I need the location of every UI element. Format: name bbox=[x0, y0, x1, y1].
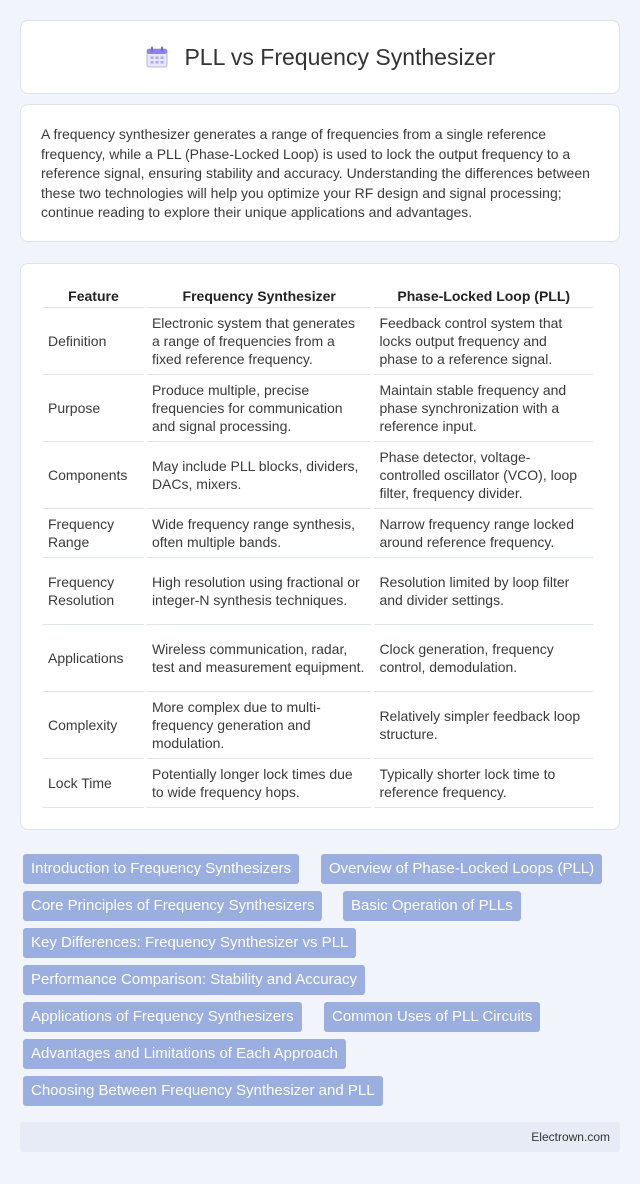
synthesizer-cell: High resolution using fractional or integer-N synthesis techniques. bbox=[147, 558, 372, 625]
tag-core-principles[interactable]: Core Principles of Frequency Synthesizers bbox=[23, 891, 322, 921]
pll-cell: Resolution limited by loop filter and divider settings. bbox=[374, 558, 593, 625]
tag-overview-pll[interactable]: Overview of Phase-Locked Loops (PLL) bbox=[321, 854, 602, 884]
tag-basic-operation-plls[interactable]: Basic Operation of PLLs bbox=[343, 891, 521, 921]
header-feature: Feature bbox=[43, 286, 144, 308]
footer-site[interactable]: Electrown.com bbox=[531, 1130, 610, 1144]
pll-cell: Relatively simpler feedback loop structure. bbox=[374, 692, 593, 759]
synthesizer-cell: May include PLL blocks, dividers, DACs, mixers. bbox=[147, 442, 372, 509]
comparison-table-card bbox=[20, 263, 620, 830]
table-row bbox=[43, 558, 593, 625]
pll-cell: Narrow frequency range locked around reference frequency. bbox=[374, 509, 593, 558]
header-pll: Phase-Locked Loop (PLL) bbox=[374, 286, 593, 308]
tag-applications-synthesizers[interactable]: Applications of Frequency Synthesizers bbox=[23, 1002, 302, 1032]
table-row bbox=[43, 692, 593, 759]
page-title: PLL vs Frequency Synthesizer bbox=[184, 43, 496, 70]
table-row bbox=[43, 759, 593, 808]
feature-cell: Frequency Resolution bbox=[43, 558, 144, 625]
feature-cell: Definition bbox=[43, 308, 144, 375]
comparison-table bbox=[40, 286, 596, 808]
synthesizer-cell: Electronic system that generates a range of frequencies from a fixed reference frequency. bbox=[147, 308, 372, 375]
tag-performance-comparison[interactable]: Performance Comparison: Stability and Accuracy bbox=[23, 965, 365, 995]
calendar-icon bbox=[144, 44, 170, 70]
synthesizer-cell: Potentially longer lock times due to wide frequency hops. bbox=[147, 759, 372, 808]
title-card bbox=[20, 20, 620, 94]
pll-cell: Feedback control system that locks output frequency and phase to a reference signal. bbox=[374, 308, 593, 375]
tag-common-uses-pll[interactable]: Common Uses of PLL Circuits bbox=[324, 1002, 540, 1032]
header-frequency-synthesizer: Frequency Synthesizer bbox=[147, 286, 372, 308]
feature-cell: Lock Time bbox=[43, 759, 144, 808]
feature-cell: Applications bbox=[43, 625, 144, 692]
table-row bbox=[43, 509, 593, 558]
table-row bbox=[43, 308, 593, 375]
synthesizer-cell: Produce multiple, precise frequencies for communication and signal processing. bbox=[147, 375, 372, 442]
table-row bbox=[43, 442, 593, 509]
synthesizer-cell: More complex due to multi-frequency generation and modulation. bbox=[147, 692, 372, 759]
pll-cell: Maintain stable frequency and phase synchronization with a reference input. bbox=[374, 375, 593, 442]
intro-text: A frequency synthesizer generates a range of frequencies from a single reference frequency, while a PLL (Phase-Locked Loop) is used to lock the output frequency to a reference signal, ensuring stability and accuracy. Understanding the differences between these two technologies will help you optimize your RF design and signal processing; continue reading to explore their unique applications and advantages. bbox=[41, 126, 590, 220]
feature-cell: Frequency Range bbox=[43, 509, 144, 558]
tag-key-differences[interactable]: Key Differences: Frequency Synthesizer vs PLL bbox=[23, 928, 356, 958]
feature-cell: Complexity bbox=[43, 692, 144, 759]
pll-cell: Phase detector, voltage-controlled oscillator (VCO), loop filter, frequency divider. bbox=[374, 442, 593, 509]
synthesizer-cell: Wide frequency range synthesis, often multiple bands. bbox=[147, 509, 372, 558]
table-row bbox=[43, 375, 593, 442]
pll-cell: Typically shorter lock time to reference frequency. bbox=[374, 759, 593, 808]
synthesizer-cell: Wireless communication, radar, test and measurement equipment. bbox=[147, 625, 372, 692]
pll-cell: Clock generation, frequency control, demodulation. bbox=[374, 625, 593, 692]
tag-intro-frequency-synthesizers[interactable]: Introduction to Frequency Synthesizers bbox=[23, 854, 299, 884]
footer bbox=[20, 1122, 620, 1152]
feature-cell: Components bbox=[43, 442, 144, 509]
table-row bbox=[43, 625, 593, 692]
tag-advantages-limitations[interactable]: Advantages and Limitations of Each Approach bbox=[23, 1039, 346, 1069]
tag-choosing-between[interactable]: Choosing Between Frequency Synthesizer and PLL bbox=[23, 1076, 383, 1106]
feature-cell: Purpose bbox=[43, 375, 144, 442]
intro-card bbox=[20, 104, 620, 242]
